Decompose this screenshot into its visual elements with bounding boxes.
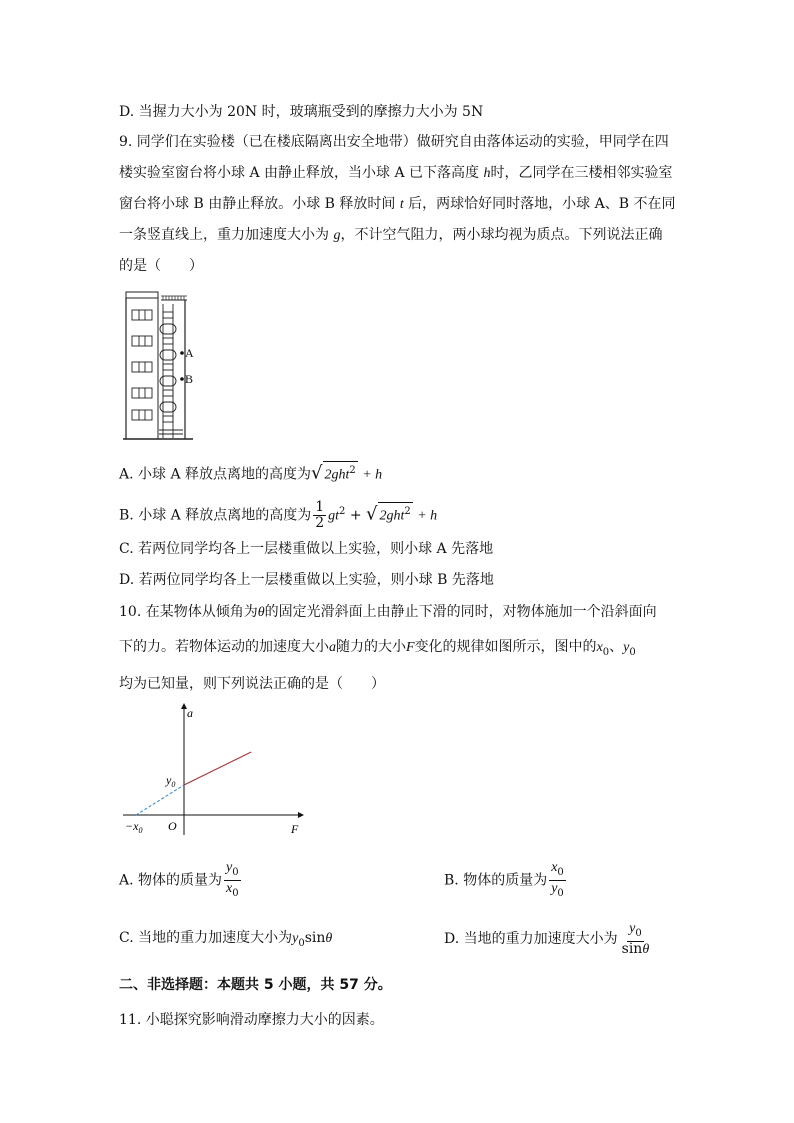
q10-option-d: D. 当地的重力加速度大小为 $\frac{y_0}{\sin\theta}$ <box>444 921 650 957</box>
label-b: B <box>185 372 194 386</box>
q10-option-b: B. 物体的质量为 $\frac{x_0}{y_0}$ <box>444 860 564 899</box>
a-vs-f-graph <box>115 700 315 840</box>
q9-stem-line1: 9. 同学们在实验楼（已在楼底隔离出安全地带）做研究自由落体运动的实验，甲同学在四 <box>119 134 669 150</box>
q9-stem-line4: 一条竖直线上，重力加速度大小为 g，不计空气阻力，两小球均视为质点。下列说法正确 <box>119 227 663 243</box>
q9-stem-line3: 窗台将小球 B 由静止释放。小球 B 释放时间 t 后，两球恰好同时落地，小球 A、B 不在同 <box>119 196 676 212</box>
q9-option-a: A. 小球 A 释放点离地的高度为√ 2ght$^2$ + h <box>119 462 383 484</box>
ball-b <box>180 377 184 381</box>
data-line <box>184 752 251 785</box>
ball-a <box>180 351 184 355</box>
q10-option-a: A. 物体的质量为 $\frac{y_0}{x_0}$ <box>119 860 239 899</box>
q9-stem-line2: 楼实验室窗台将小球 A 由静止释放，当小球 A 已下落高度 h时，乙同学在三楼相邻实验室 <box>119 165 673 181</box>
neg-x0-label: $-x_0$ <box>125 819 143 835</box>
label-a: A <box>185 346 194 360</box>
x-axis-label: F <box>291 822 299 836</box>
q10-stem-line1: 10. 在某物体从倾角为θ的固定光滑斜面上由静止下滑的同时，对物体施加一个沿斜面向 <box>119 604 657 620</box>
q10-stem-line2: 下的力。若物体运动的加速度大小a随力的大小F变化的规律如图所示，图中的$x_0$、$y_0$ <box>119 639 636 658</box>
q11-stem: 11. 小聪探究影响滑动摩擦力大小的因素。 <box>119 1012 384 1028</box>
y0-label: $y_0$ <box>166 773 176 789</box>
section2-title: 二、非选择题：本题共 5 小题，共 57 分。 <box>119 977 392 993</box>
q9-option-b: B. 小球 A 释放点离地的高度为 $\frac{1}{2}$ $gt^2$ + √ 2ght$^2$ + h <box>119 499 438 532</box>
q9-stem-line5: 的是（ ） <box>119 258 203 274</box>
extrapolated-line <box>136 785 184 815</box>
q10-stem-line3: 均为已知量，则下列说法正确的是（ ） <box>119 676 385 692</box>
origin-label: O <box>168 819 177 833</box>
y-axis-label: a <box>187 706 193 720</box>
q8-option-d: D. 当握力大小为 20N 时，玻璃瓶受到的摩擦力大小为 5N <box>119 104 484 120</box>
q10-option-c: C. 当地的重力加速度大小为$y_0\sin\theta$ <box>119 930 333 949</box>
q9-option-c: C. 若两位同学均各上一层楼重做以上实验，则小球 A 先落地 <box>119 541 494 557</box>
q9-option-d: D. 若两位同学均各上一层楼重做以上实验，则小球 B 先落地 <box>119 572 494 588</box>
building-figure <box>123 290 205 442</box>
